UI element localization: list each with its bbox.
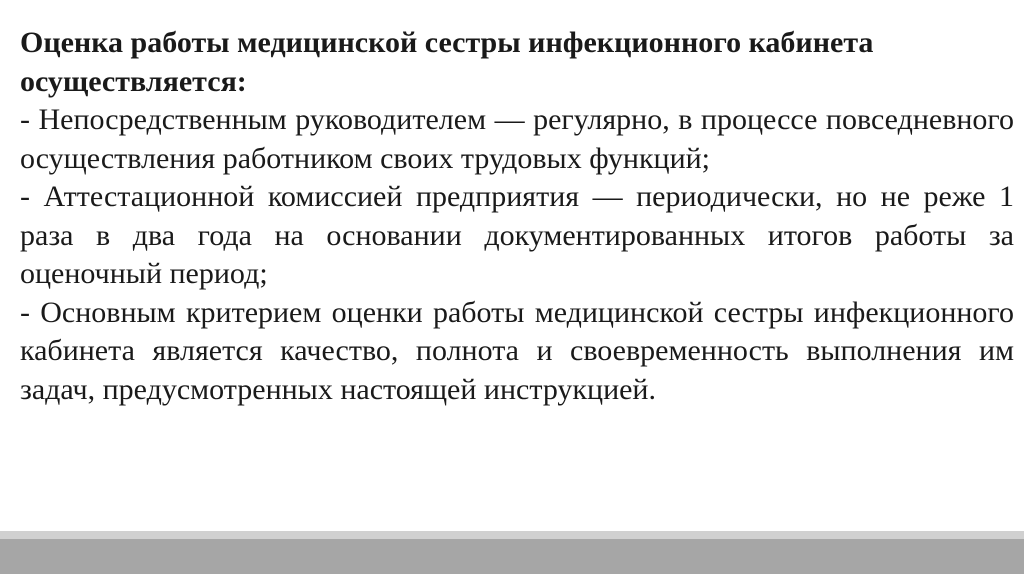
slide-content — [20, 24, 1014, 409]
paragraph-direct-manager: - Непосредственным руководителем — регулярно, в процессе повседневного осуществления работником своих трудовых функций; — [20, 103, 1014, 175]
slide-title: Оценка работы медицинской сестры инфекционного кабинета осуществляется: — [20, 26, 874, 98]
footer-bar-light — [0, 531, 1024, 539]
paragraph-main-criterion: - Основным критерием оценки работы медицинской сестры инфекционного кабинета является качество, полнота и своевременность выполнения им задач, предусмотренных настоящей инструкцией. — [20, 295, 1014, 406]
paragraph-attestation-commission: - Аттестационной комиссией предприятия — периодически, но не реже 1 раза в два года на основании документированных итогов работы за оценочный период; — [20, 180, 1014, 290]
footer-bar — [0, 539, 1024, 574]
